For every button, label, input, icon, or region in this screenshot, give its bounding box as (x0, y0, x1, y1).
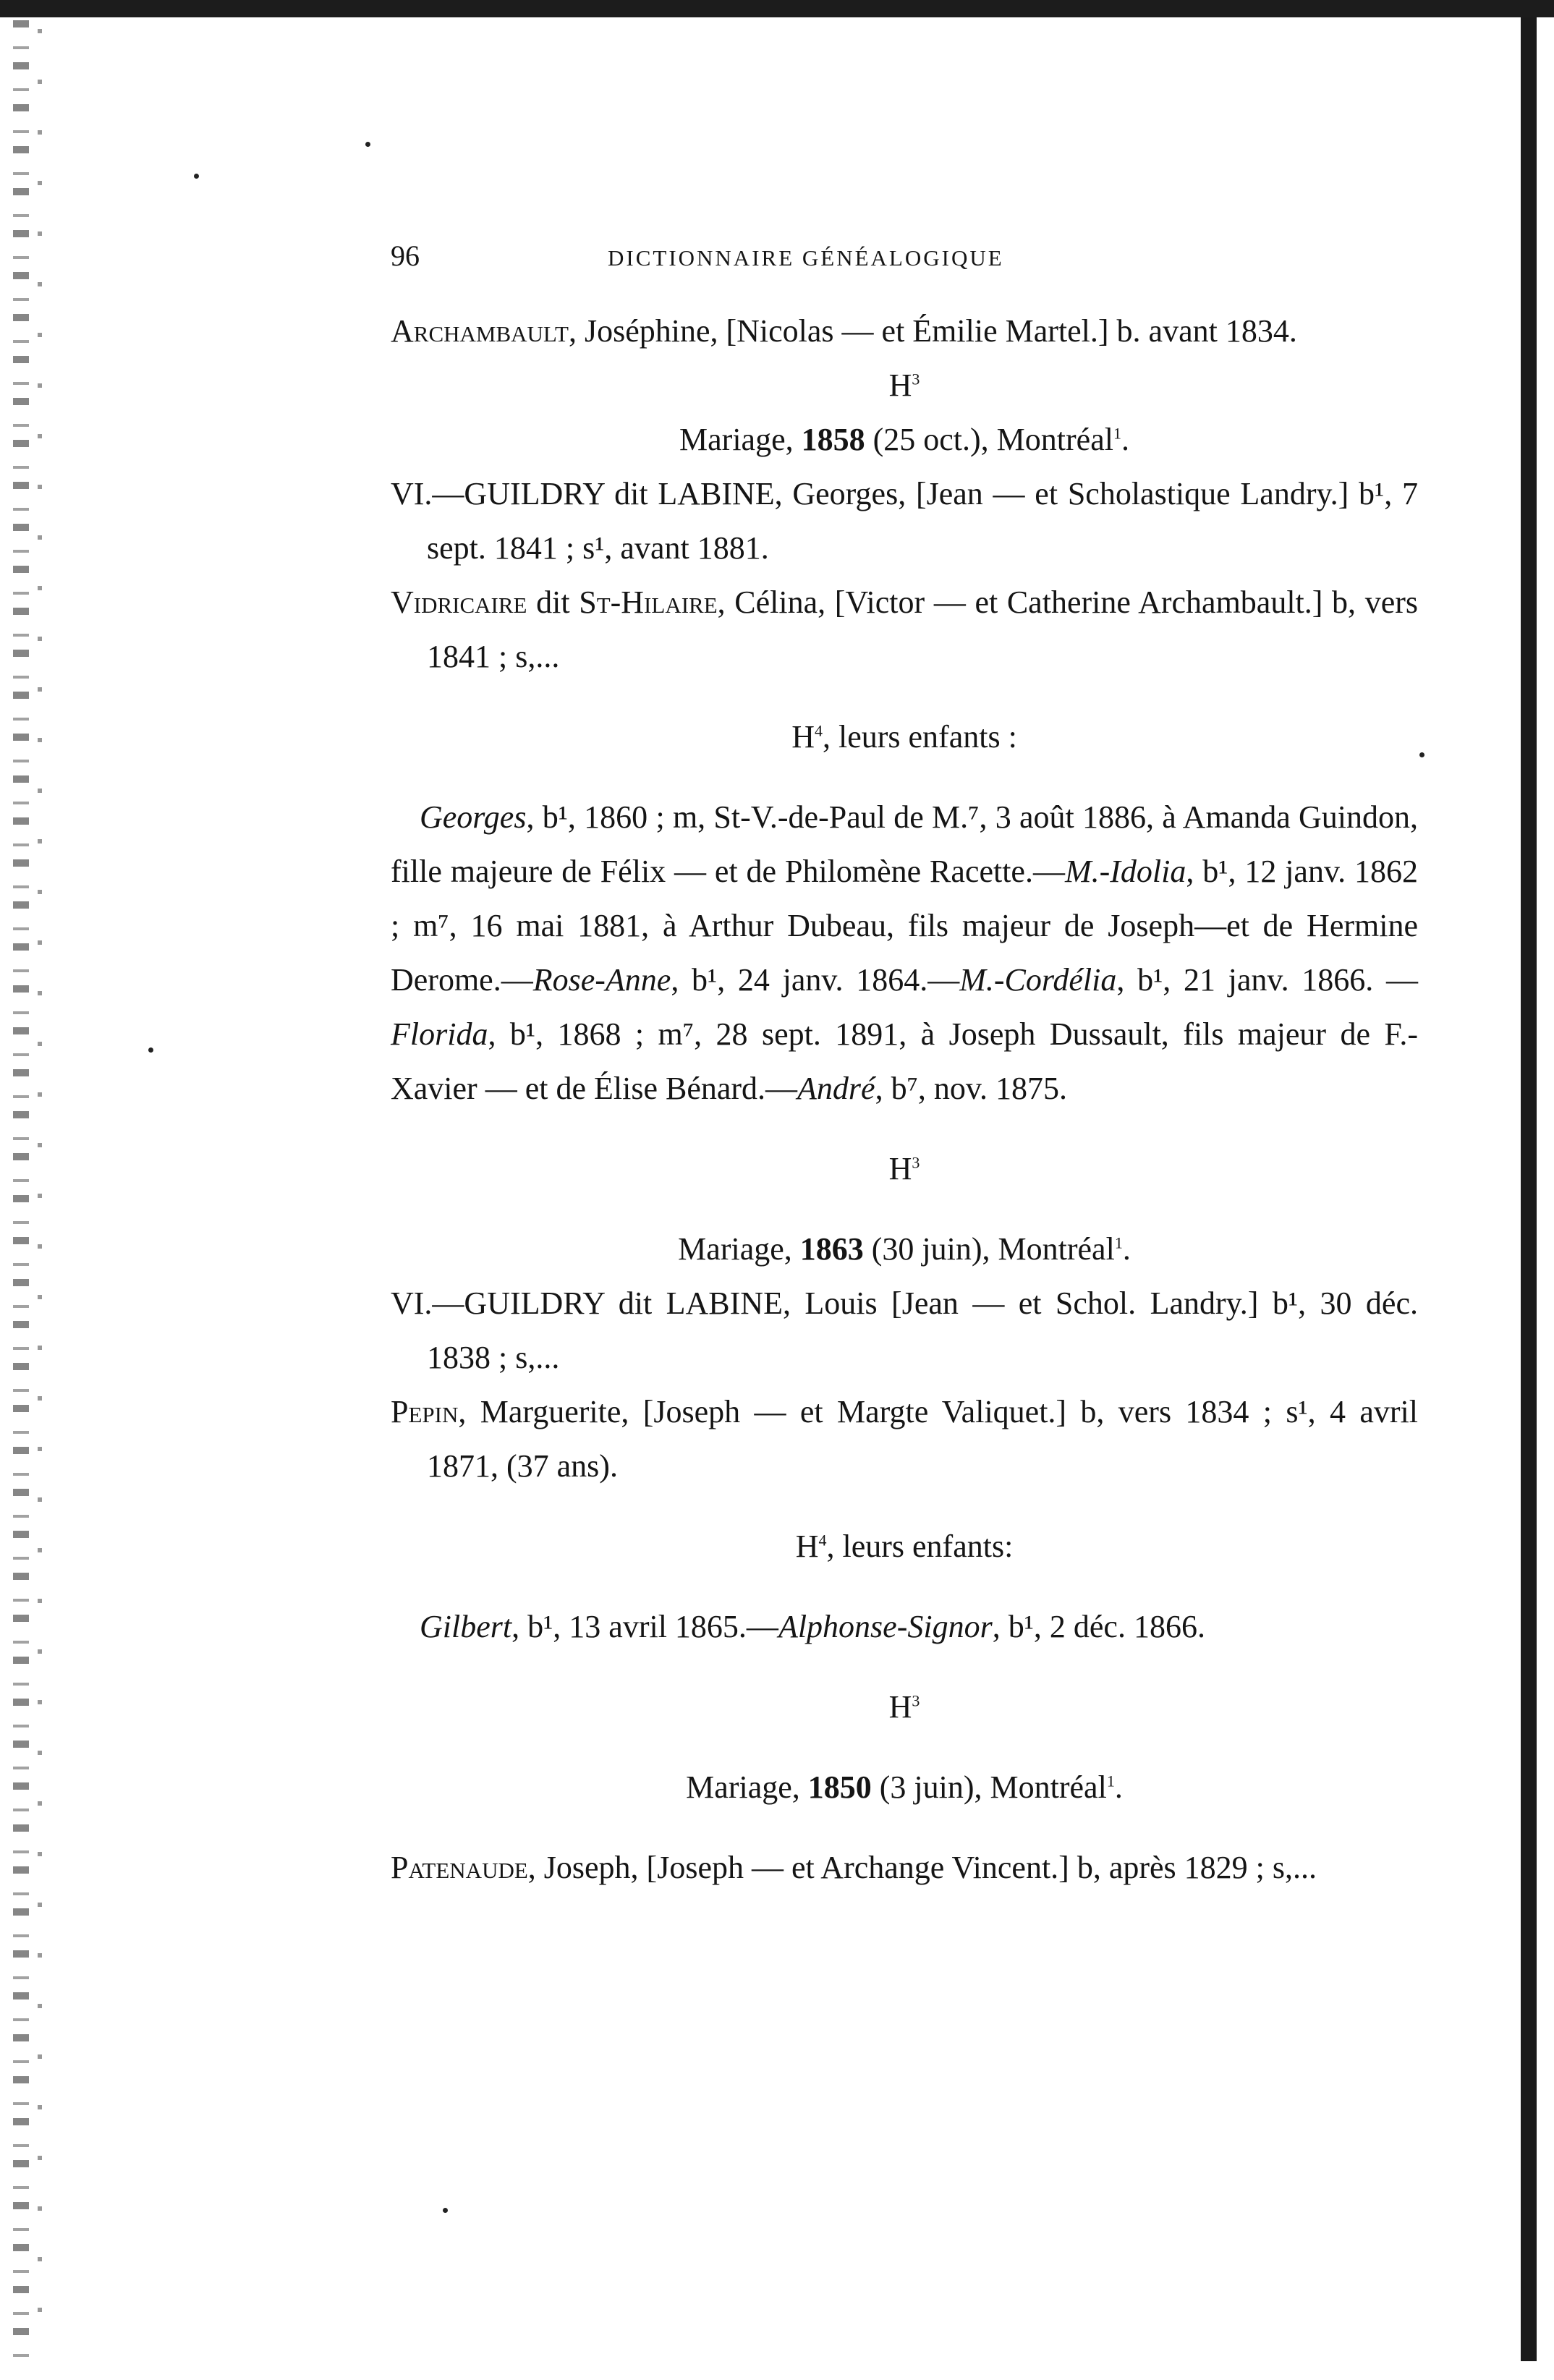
children-list: Georges, b¹, 1860 ; m, St-V.-de-Paul de M.⁷, 3 août 1886, à Amanda Guindon, fille majeure de Félix — et de Philomène Racette.—M.-Idolia, b¹, 12 janv. 1862 ; m⁷, 16 mai 1881, à Arthur Dubeau, fils majeur de Joseph—et de Hermine Derome.—Rose-Anne, b¹, 24 janv. 1864.—M.-Cordélia, b¹, 21 janv. 1866. —Florida, b¹, 1868 ; m⁷, 28 sept. 1891, à Joseph Dussault, fils majeur de F.-Xavier — et de Élise Bénard.—André, b⁷, nov. 1875. (391, 799, 1418, 1106)
surname: Archambault (391, 313, 569, 349)
scan-left-edge-noise (13, 20, 29, 2364)
entry-guildry-louis: VI.—GUILDRY dit LABINE, Louis [Jean — et Schol. Landry.] b¹, 30 déc. 1838 ; s,... (391, 1285, 1418, 1375)
scan-speck (1419, 752, 1424, 757)
scan-speck (365, 142, 370, 147)
generation-heading: $H^3$ (888, 1151, 920, 1186)
page-number: 96 (391, 239, 420, 272)
surname: Vidricaire (391, 585, 527, 620)
surname: Pepin (391, 1394, 459, 1429)
children-list: Gilbert, b¹, 13 avril 1865.—Alphonse-Signor, b¹, 2 déc. 1866. (420, 1609, 1205, 1644)
scan-left-edge-noise (38, 29, 42, 2344)
page-body (391, 239, 1418, 1895)
scan-top-border (0, 0, 1554, 17)
children-heading: $H^4$, leurs enfants: (795, 1529, 1014, 1564)
scan-speck (194, 174, 199, 179)
entry-pepin: Pepin, Marguerite, [Joseph — et Margte Valiquet.] b, vers 1834 ; s¹, 4 avril 1871, (37 ans). (391, 1394, 1418, 1484)
entry-archambault: Archambault, Joséphine, [Nicolas — et Émilie Martel.] b. avant 1834. (391, 313, 1297, 349)
surname: Patenaude (391, 1850, 528, 1885)
generation-heading: $H^3$ (888, 1689, 920, 1725)
running-head: DICTIONNAIRE GÉNÉALOGIQUE (608, 245, 1004, 271)
entry-vidricaire: Vidricaire dit St-Hilaire, Célina, [Victor — et Catherine Archambault.] b, vers 1841 ; s,... (391, 585, 1418, 674)
scan-speck (443, 2208, 448, 2213)
entry-patenaude: Patenaude, Joseph, [Joseph — et Archange Vincent.] b, après 1829 ; s,... (391, 1850, 1317, 1885)
page-header (391, 239, 1418, 304)
generation-heading: $H^3$ (888, 367, 920, 403)
scan-speck (148, 1047, 153, 1053)
marriage-line: Mariage, 1850 (3 juin), Montréal$^1$. (686, 1769, 1123, 1805)
marriage-line: Mariage, 1858 (25 oct.), Montréal$^1$. (679, 422, 1129, 457)
marriage-line: Mariage, 1863 (30 juin), Montréal$^1$. (678, 1231, 1131, 1267)
scan-right-border (1521, 17, 1537, 2361)
entry-guildry-georges: VI.—GUILDRY dit LABINE, Georges, [Jean — et Scholastique Landry.] b¹, 7 sept. 1841 ; s¹, avant 1881. (391, 476, 1418, 566)
children-heading: $H^4$, leurs enfants : (791, 719, 1017, 755)
